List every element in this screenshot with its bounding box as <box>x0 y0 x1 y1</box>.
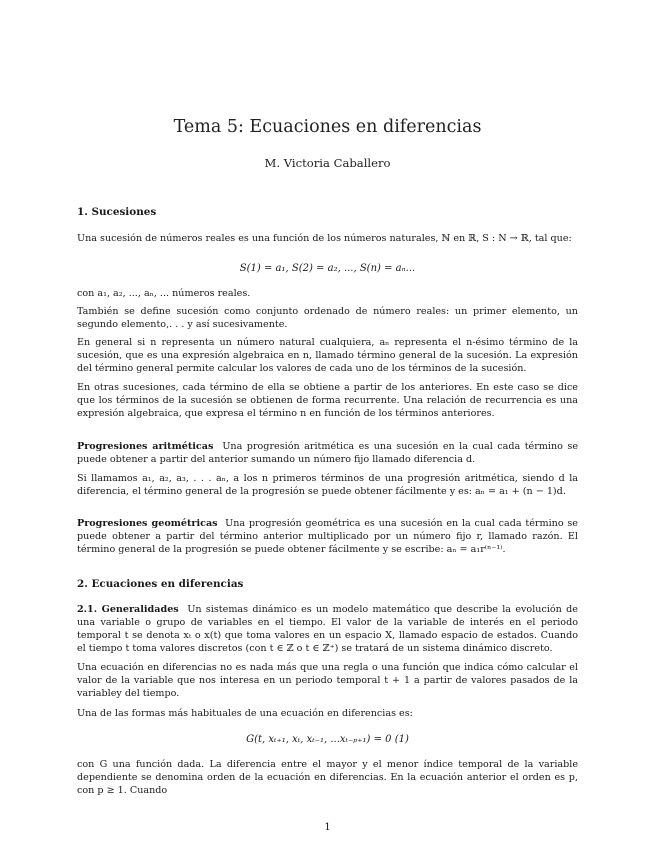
subsection-heading-generalidades: 2.1. Generalidades <box>77 604 179 615</box>
generalidades-text: Un sistemas dinámico es un modelo matemático que describe la evolución de una variable o grupo de variables en el tiempo. El valor de la variable de interés en el periodo temporal t se denota xₜ o x(t) que toma valores en un espacio X, llamado espacio de estados. Cuando el tiempo t toma valores discretos (con t ∈ ℤ o t ∈ ℤ⁺) se tratará de un sistema dinámico discreto. <box>77 604 578 655</box>
document-author: M. Victoria Caballero <box>264 156 391 170</box>
section-heading-ecuaciones: 2. Ecuaciones en diferencias <box>77 578 244 590</box>
paragraph-progresiones-geometricas <box>77 517 578 556</box>
geom-definition: Una progresión geométrica es una sucesión en la cual cada término se puede obtener a partir del término anterior multiplicado por un número fijo r, llamado razón. El término general de la progresión se puede obtener fácilmente y se escribe: aₙ = a₁r⁽ⁿ⁻¹⁾. <box>77 518 578 556</box>
equation-1: G(t, xₜ₊₁, xₜ, xₜ₋₁, ...xₜ₋ₚ₊₁) = 0 (1) <box>246 734 409 745</box>
paragraph-recurrencia: En otras sucesiones, cada término de ella se obtiene a partir de los anteriores. En este caso se dice que los términos de la sucesión se obtienen de forma recurrente. Una relación de recurrencia es una expresión algebraica, que expresa el término n en función de los términos anteriores. <box>77 382 578 420</box>
page-number: 1 <box>324 822 331 833</box>
paragraph-termino-aritmetico: Si llamamos a₁, a₂, a₃, . . . aₙ, a los n primeros términos de una progresión aritmética, siendo d la diferencia, el término general de la progresión se puede obtener fácilmente y es: aₙ = a₁ + (n − 1)d. <box>77 473 578 498</box>
paragraph-generalidades <box>77 603 578 655</box>
paragraph-reales: con a₁, a₂, ..., aₙ, ... números reales. <box>77 288 251 299</box>
paragraph-conjunto-ordenado: También se define sucesión como conjunto ordenado de número reales: un primer elemento, un segundo elemento,. . . y así sucesivamente. <box>77 306 578 331</box>
paragraph-progresiones-aritmeticas <box>77 440 578 466</box>
paragraph-termino-general: En general si n representa un número natural cualquiera, aₙ representa el n-ésimo término de la sucesión, que es una expresión algebraica en n, llamado término general de la sucesión. La expresión del término general permite calcular los valores de cada uno de los términos de la sucesión. <box>77 337 578 375</box>
paragraph-sucesion-definition: Una sucesión de números reales es una función de los números naturales, ℕ en ℝ, S : N → ℝ, tal que: <box>77 233 572 244</box>
paragraph-formas-habituales: Una de las formas más habituales de una ecuación en diferencias es: <box>77 708 413 719</box>
equation-sucesion: S(1) = a₁, S(2) = a₂, ..., S(n) = aₙ... <box>239 263 416 274</box>
runin-heading-geometricas: Progresiones geométricas <box>77 518 218 529</box>
paragraph-ecuacion-diferencias: Una ecuación en diferencias no es nada más que una regla o una función que indica cómo calcular el valor de la variable que nos interesa en un periodo temporal t + 1 a partir de valores pasados de la variabley del tiempo. <box>77 662 578 700</box>
paragraph-orden: con G una función dada. La diferencia entre el mayor y el menor índice temporal de la variable dependiente se denomina orden de la ecuación en diferencias. En la ecuación anterior el orden es p, con p ≥ 1. Cuando <box>77 759 578 797</box>
arith-definition: Una progresión aritmética es una sucesión en la cual cada término se puede obtener a partir del anterior sumando un número fijo llamado diferencia d. <box>77 441 579 466</box>
runin-heading-aritmeticas: Progresiones aritméticas <box>77 441 214 452</box>
document-title: Tema 5: Ecuaciones en diferencias <box>173 117 482 137</box>
section-heading-sucesiones: 1. Sucesiones <box>77 206 157 218</box>
